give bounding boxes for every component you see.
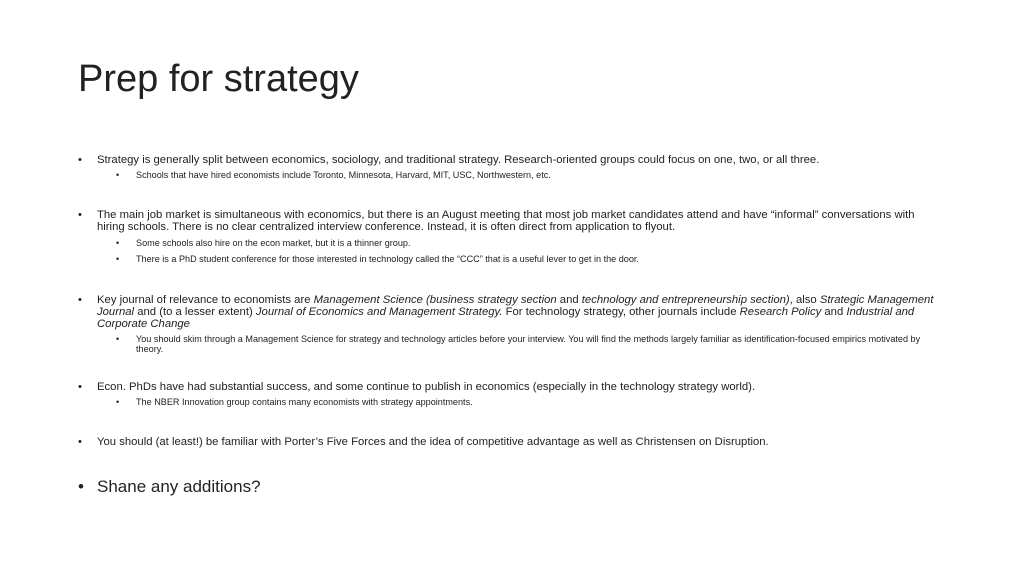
journal-name: Industrial and Corporate Change [97,305,915,331]
bullet-journals [78,294,938,331]
sub-bullet-econ-market [78,238,938,248]
bullet-text: The main job market is simultaneous with economics, but there is an August meeting that most job market candidates attend and have “informal” conversations with hiring schools. There is no clear centralized interview conference. Instead, it is often direct from application to flyout. [97,209,915,234]
journal-name: Journal of Economics and Management Strategy. [255,305,503,318]
sub-bullet-text: You should skim through a Management Science for strategy and technology articles before your interview. You will find the methods largely familiar as identification-focused empirics motivated by theory. [136,334,921,355]
bullet-econ-phds [78,381,938,393]
sub-bullet-text: There is a PhD student conference for those interested in technology called the “CCC” that is a useful lever to get in the door. [136,253,639,264]
bullet-additions [78,477,938,497]
bullet-text: Key journal of relevance to economists are Management Science (business strategy section and technology and entrepreneurship section), also Strategic Management Journal and (to a lesser extent) Journal of Economics and Management Strategy. For technology strategy, other journals include Research Policy and Industrial and Corporate Change [97,293,934,331]
journal-name: Strategic Management Journal [97,293,934,318]
sub-bullet-skim [78,334,938,354]
bullet-text: You should (at least!) be familiar with Porter’s Five Forces and the idea of competitive advantage as well as Christensen on Disruption. [97,436,769,449]
bullet-dot-icon: • [116,253,120,264]
journal-name: technology and entrepreneurship section) [581,293,790,306]
sub-bullet-ccc [78,254,938,264]
bullet-porter [78,436,938,448]
journal-name: Management Science (business strategy section [313,293,557,306]
sub-bullet-schools [78,170,938,180]
bullet-dot-icon: • [78,476,84,496]
sub-bullet-text: Some schools also hire on the econ market, but it is a thinner group. [136,237,411,248]
journal-name: Research Policy [739,305,822,318]
bullet-dot-icon: • [78,293,82,306]
bullet-dot-icon: • [116,334,120,345]
bullet-text: Econ. PhDs have had substantial success, and some continue to publish in economics (especially in the technology strategy world). [97,381,756,394]
sub-bullet-text: Schools that have hired economists include Toronto, Minnesota, Harvard, MIT, USC, Northwestern, etc. [136,170,551,181]
bullet-text: Strategy is generally split between economics, sociology, and traditional strategy. Research-oriented groups could focus on one, two, or all three. [97,154,820,166]
bullet-economics-sociology [78,154,938,166]
bullet-dot-icon: • [78,209,82,222]
bullet-dot-icon: • [116,237,120,248]
bullet-dot-icon: • [78,436,82,449]
slide-title: Prep for strategy [78,58,359,100]
slide-content [78,154,938,497]
sub-bullet-nber [78,397,938,407]
bullet-job-market [78,209,938,233]
bullet-dot-icon: • [78,154,82,166]
bullet-dot-icon: • [116,170,120,181]
bullet-dot-icon: • [116,397,120,408]
bullet-dot-icon: • [78,381,82,394]
bullet-text: Shane any additions? [97,476,261,496]
sub-bullet-text: The NBER Innovation group contains many economists with strategy appointments. [136,397,473,408]
